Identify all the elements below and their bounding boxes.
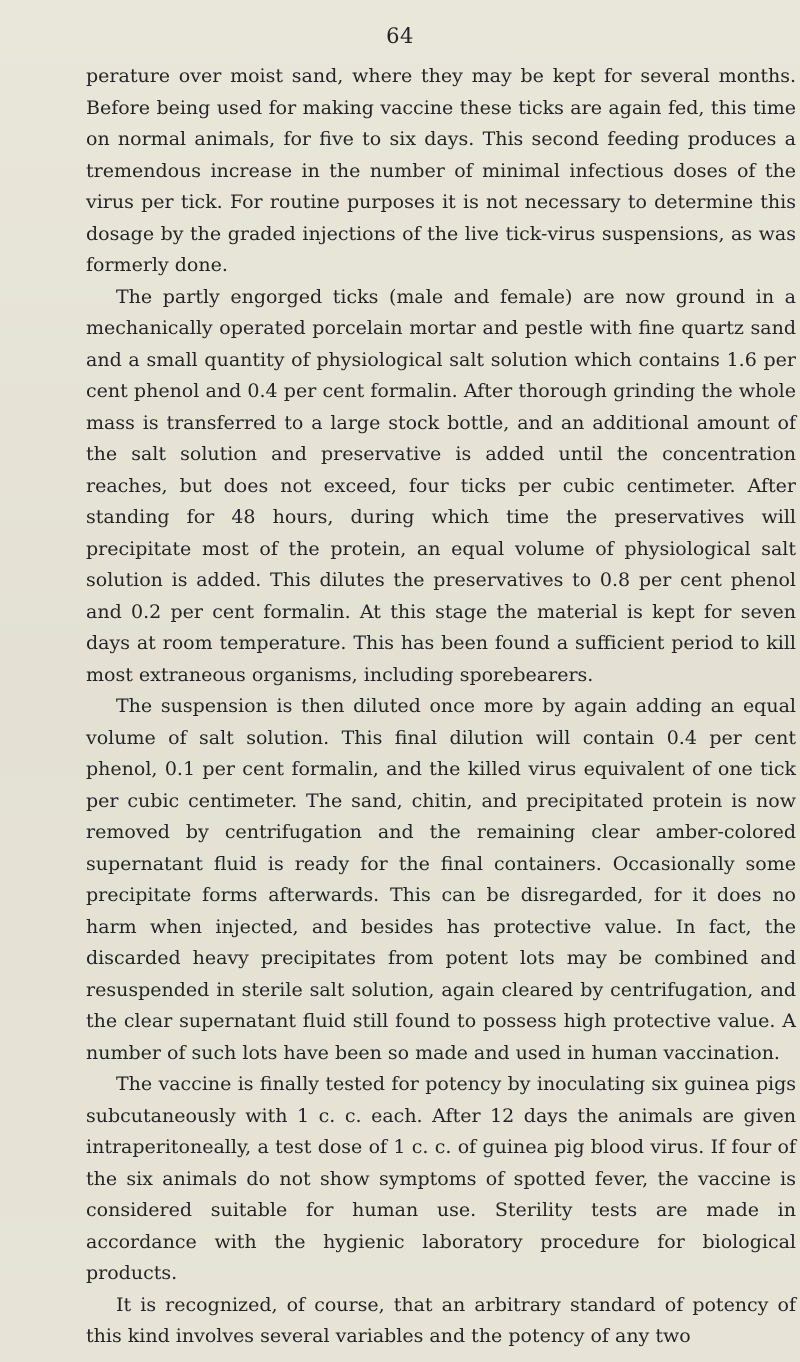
paragraph-grinding-ticks: The partly engorged ticks (male and female) are now ground in a mechanically operated porcelain mortar and pestle with fine quartz sand and a small quantity of physiological salt solution which contains 1.6 per cent phenol and 0.4 per cent formalin. After thorough grinding the whole mass is transferred to a large stock bottle, and an additional amount of the salt solution and preservative is added until the concentration reaches, but does not exceed, four ticks per cubic centimeter. After standing for 48 hours, during which time the preservatives will precipitate most of the protein, an equal volume of physiological salt solution is added. This dilutes the preservatives to 0.8 per cent phenol and 0.2 per cent formalin. At this stage the material is kept for seven days at room temperature. This has been found a sufficient period to kill most extraneous organisms, including sporebearers. bbox=[86, 285, 796, 686]
paragraph-dilution: The suspension is then diluted once more by again adding an equal volume of salt solution. This final dilution will contain 0.4 per cent phenol, 0.1 per cent formalin, and the killed virus equivalent of one tick per cubic centimeter. The sand, chitin, and precipitated protein is now removed by centrifugation and the remaining clear amber-colored supernatant fluid is ready for the final containers. Occasionally some precipitate forms afterwards. This can be disregarded, for it does no harm when injected, and besides has protective value. In fact, the discarded heavy precipitates from potent lots may be combined and resuspended in sterile salt solution, again cleared by centrifugation, and the clear supernatant fluid still found to possess high protective value. A number of such lots have been so made and used in human vaccination. bbox=[86, 695, 796, 1064]
paragraph-continued: perature over moist sand, where they may be kept for several months. Before being used for making vaccine these ticks are again fed, this time on normal animals, for five to six days. This second feeding produces a tremendous increase in the number of minimal infectious doses of the virus per tick. For routine purposes it is not necessary to determine this dosage by the graded injections of the live tick-virus suspensions, as was formerly done. bbox=[86, 65, 796, 276]
paragraph-standard: It is recognized, of course, that an arbitrary standard of potency of this kind involves several variables and the potency of any two bbox=[86, 1293, 796, 1347]
page-number: 64 bbox=[386, 24, 414, 48]
body-text bbox=[86, 61, 796, 1353]
paragraph-potency-test: The vaccine is finally tested for potency by inoculating six guinea pigs subcutaneously with 1 c. c. each. After 12 days the animals are given intraperitoneally, a test dose of 1 c. c. of guinea pig blood virus. If four of the six animals do not show symptoms of spotted fever, the vaccine is considered suitable for human use. Sterility tests are made in accordance with the hygienic laboratory procedure for biological products. bbox=[86, 1073, 796, 1284]
